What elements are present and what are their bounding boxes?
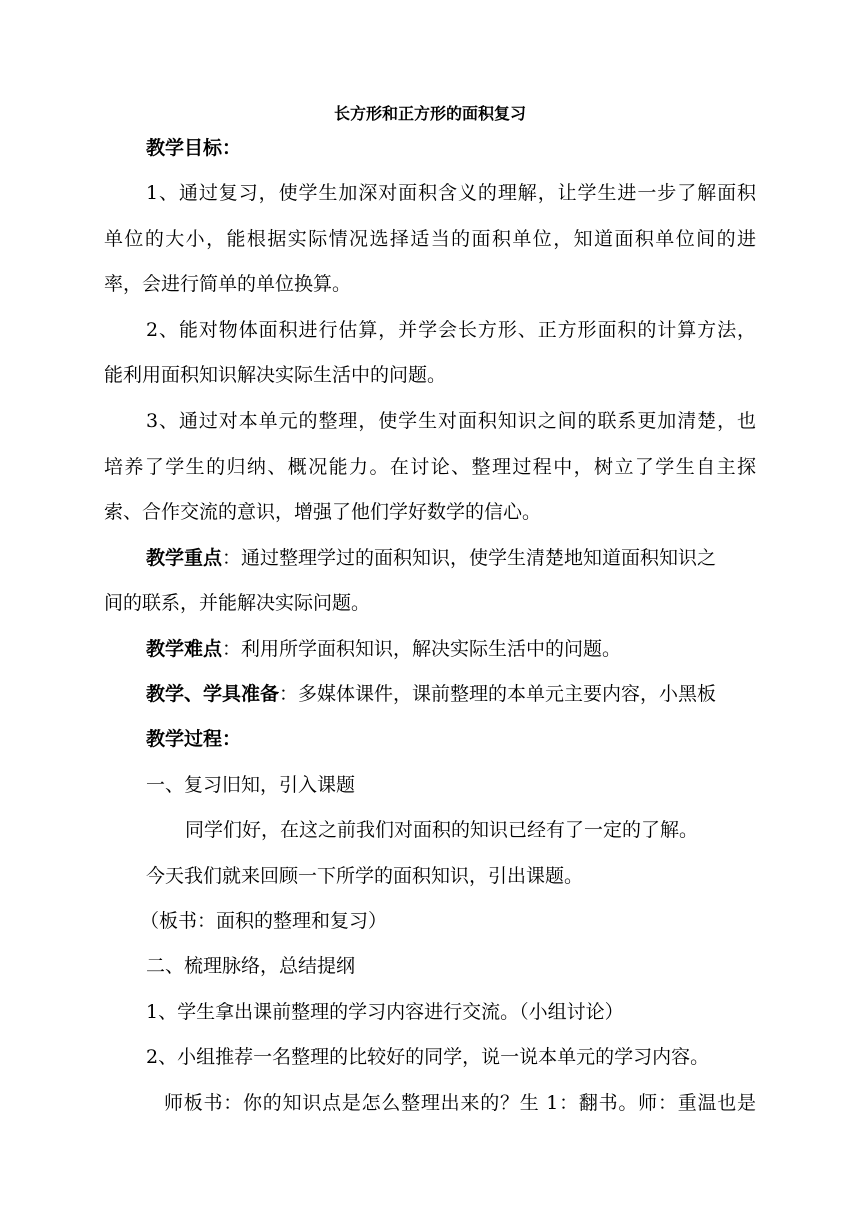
- materials-text: ：多媒体课件，课前整理的本单元主要内容，小黑板: [279, 683, 717, 705]
- document-title: 长方形和正方形的面积复习: [333, 104, 526, 123]
- section-2-heading: 二、梳理脉络，总结提纲: [146, 955, 356, 977]
- objective-2-line-2: 能利用面积知识解决实际生活中的问题。: [104, 364, 447, 386]
- key-point-line-1: [146, 544, 716, 572]
- section-1-board: （板书：面积的整理和复习）: [140, 910, 388, 932]
- objective-3-line-2: 培养了学生的归纳、概况能力。在讨论、整理过程中，树立了学生自主探: [104, 456, 756, 478]
- section-1-heading: 一、复习旧知，引入课题: [146, 774, 356, 796]
- objectives-heading: 教学目标：: [146, 137, 242, 159]
- difficulty-line: [146, 635, 621, 663]
- objective-2-line-1: 2、能对物体面积进行估算，并学会长方形、正方形面积的计算方法，: [146, 319, 756, 341]
- objective-3-line-3: 索、合作交流的意识，增强了他们学好数学的信心。: [104, 501, 542, 523]
- materials-line: [146, 680, 716, 708]
- key-point-line-2: 间的联系，并能解决实际问题。: [104, 592, 371, 614]
- section-2-item-1: 1、学生拿出课前整理的学习内容进行交流。（小组讨论）: [146, 1001, 624, 1023]
- objective-3-line-1: 3、通过对本单元的整理，使学生对面积知识之间的联系更加清楚，也: [146, 410, 756, 432]
- key-point-label: 教学重点: [146, 547, 223, 569]
- process-heading: 教学过程：: [146, 728, 242, 750]
- difficulty-label: 教学难点: [146, 638, 223, 660]
- objective-1-line-3: 率，会进行简单的单位换算。: [104, 273, 352, 295]
- materials-label: 教学、学具准备: [146, 683, 280, 705]
- difficulty-text: ：利用所学面积知识，解决实际生活中的问题。: [222, 638, 622, 660]
- section-1-text-2: 今天我们就来回顾一下所学的面积知识，引出课题。: [146, 865, 584, 887]
- objective-1-line-2: 单位的大小，能根据实际情况选择适当的面积单位，知道面积单位间的进: [104, 228, 756, 250]
- objective-1-line-1: 1、通过复习，使学生加深对面积含义的理解，让学生进一步了解面积: [146, 182, 756, 204]
- section-1-text-1: 同学们好，在这之前我们对面积的知识已经有了一定的了解。: [185, 819, 699, 841]
- section-2-item-2: 2、小组推荐一名整理的比较好的同学，说一说本单元的学习内容。: [146, 1046, 710, 1068]
- key-point-text: ：通过整理学过的面积知识，使学生清楚地知道面积知识之: [222, 547, 717, 569]
- section-2-item-3: 师板书：你的知识点是怎么整理出来的？生 1：翻书。师：重温也是: [164, 1092, 756, 1114]
